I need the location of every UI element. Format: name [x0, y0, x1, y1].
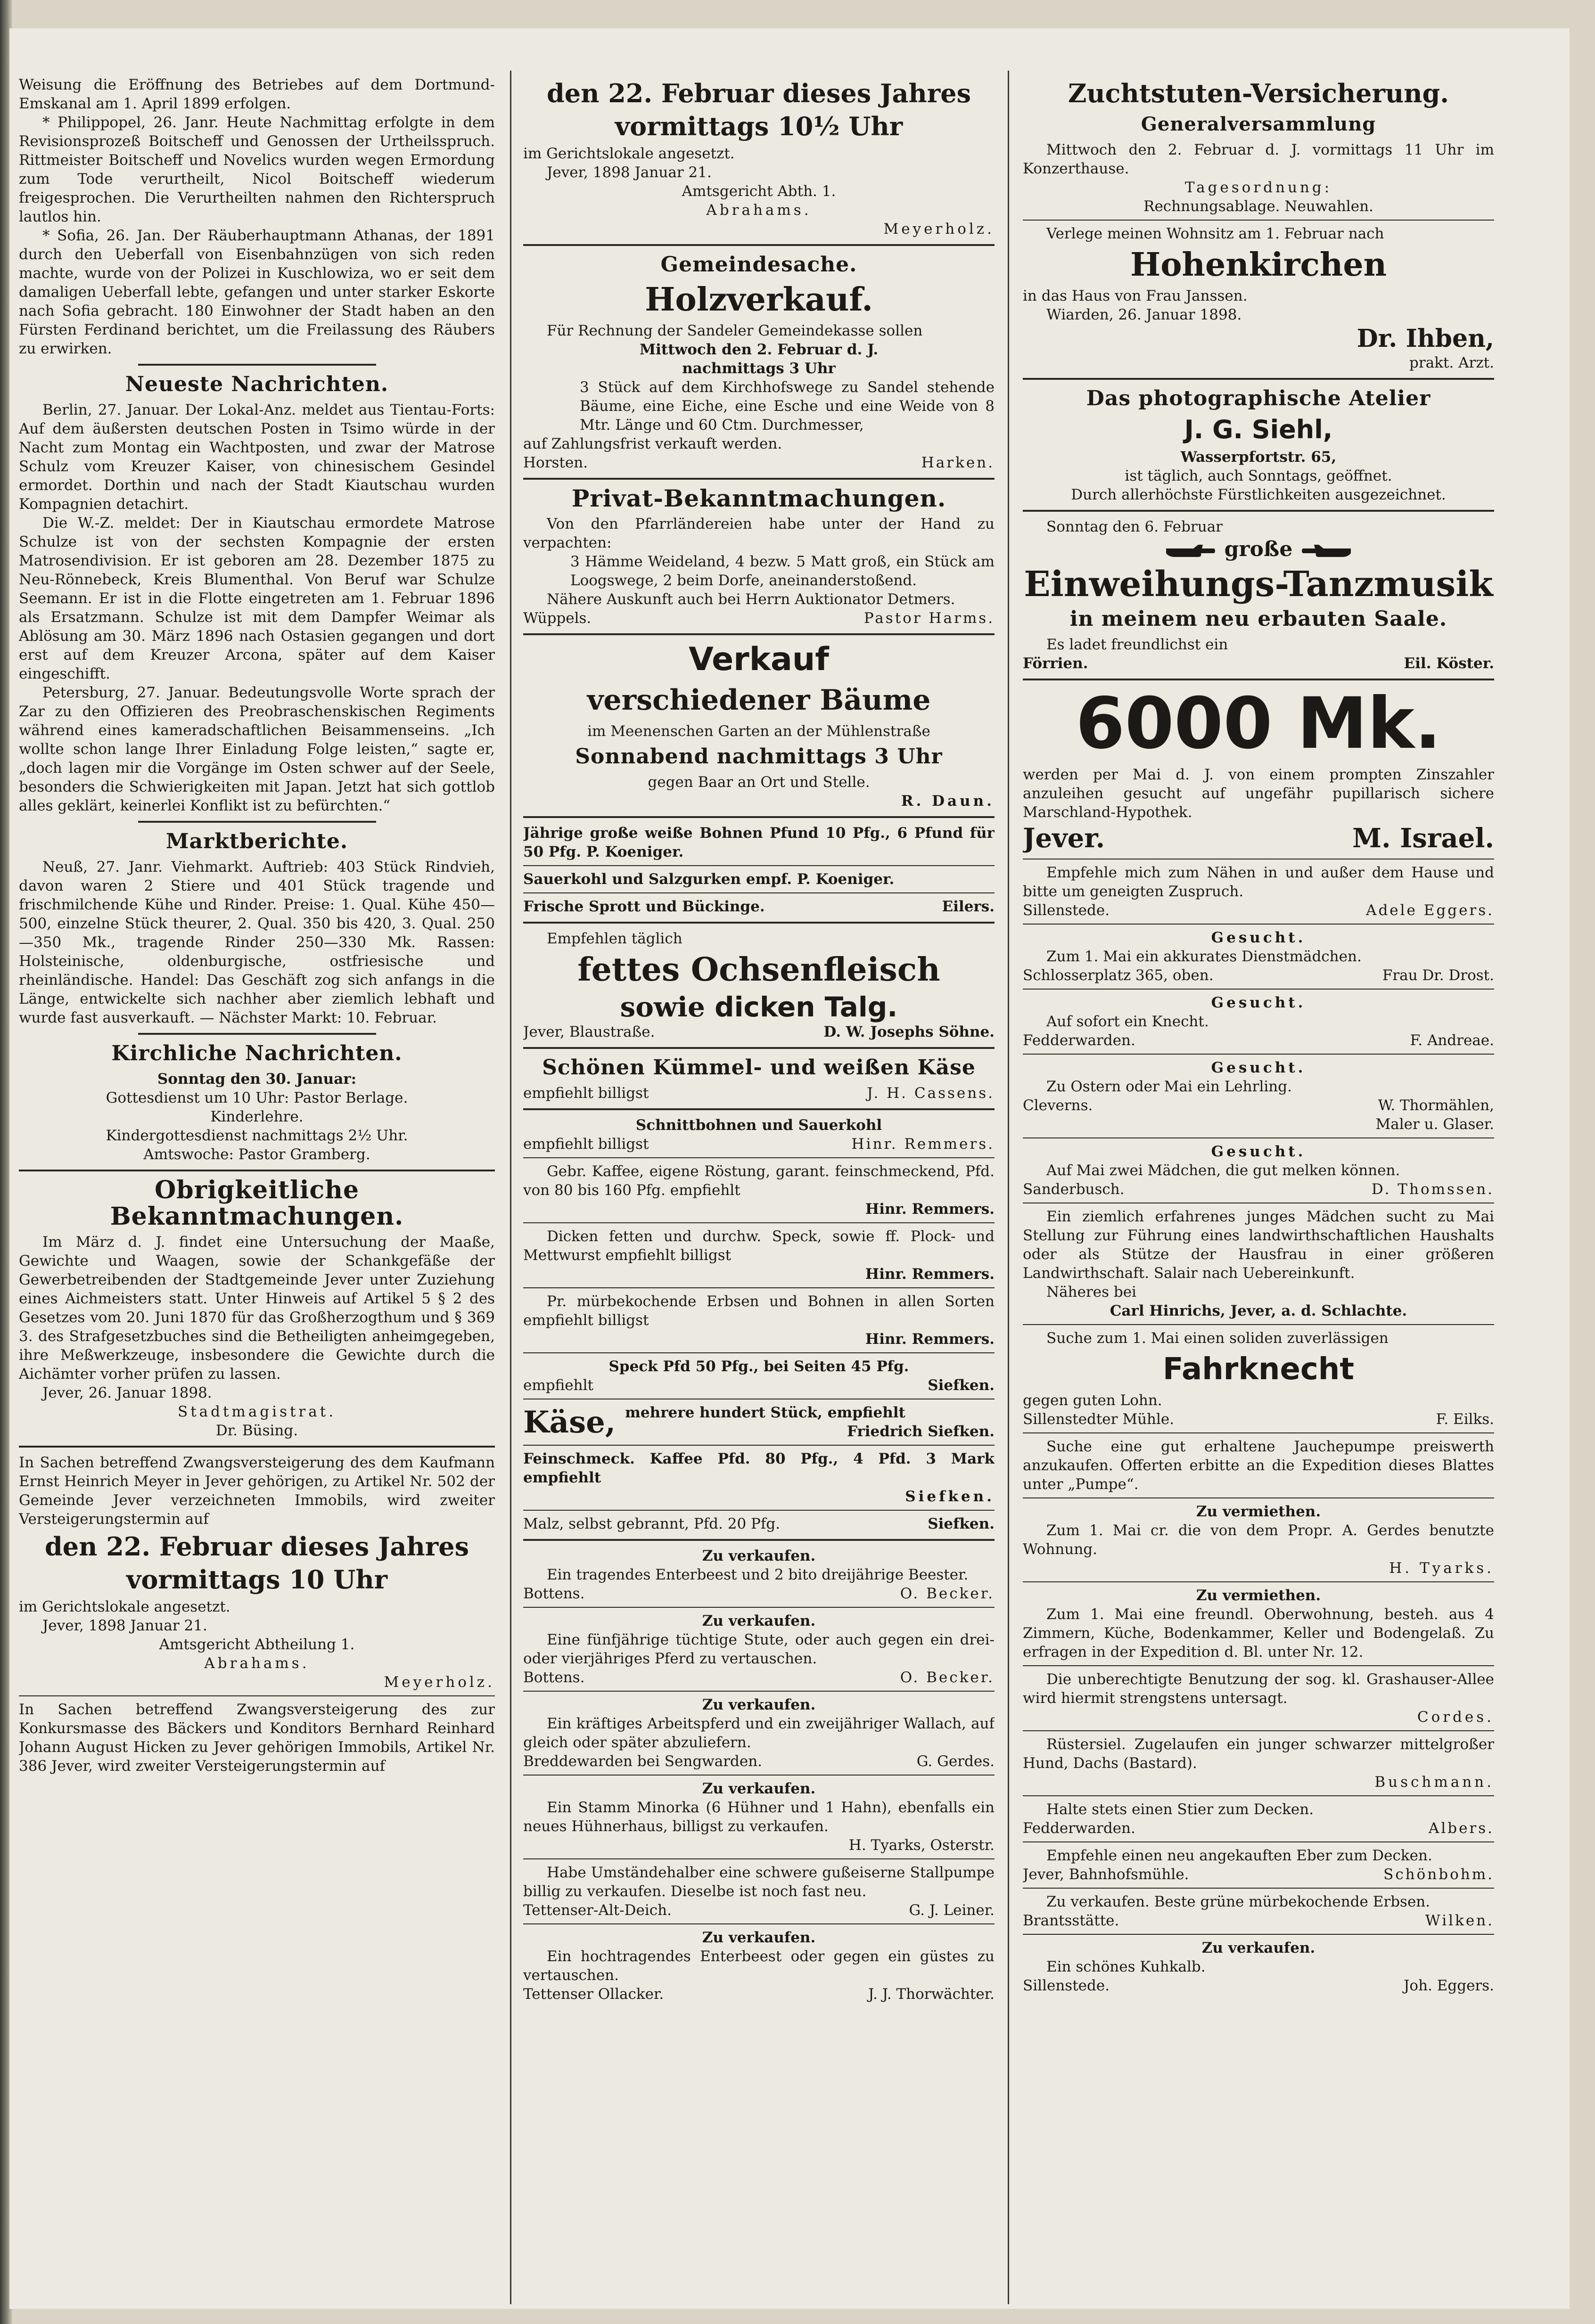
ad-signature: Siefken. [928, 1377, 995, 1394]
ad-name: J. G. Siehl, [1184, 415, 1333, 444]
church-line: Gottesdienst um 10 Uhr: Pastor Berlage. [106, 1089, 408, 1106]
court-time: vormittags 10 Uhr [126, 1564, 388, 1595]
ad-text: Habe Umständehalber eine schwere gußeiserne Stallpumpe billig zu verkaufen. Dieselbe ist noch fast neu. [523, 1864, 995, 1900]
divider [523, 1923, 995, 1924]
divider [523, 1108, 995, 1110]
ad-title: Das photographische Atelier [1086, 386, 1431, 410]
ad-text: Empfehle mich zum Nähen in und außer dem Hause und bitte um geneigten Zuspruch. [1023, 864, 1494, 900]
column-rule [510, 71, 511, 2304]
ad-place: Wüppels. [523, 610, 592, 627]
ad-highlight: große [1224, 537, 1293, 561]
ad-text: Die unberechtigte Benutzung der sog. kl. Grashauser-Allee wird hiermit strengstens untersagt. [1023, 1671, 1494, 1707]
divider [523, 1352, 995, 1353]
ad-subtitle: in meinem neu erbauten Saale. [1069, 607, 1447, 631]
ad-time: nachmittags 3 Uhr [682, 360, 836, 377]
notice-signature: Stadtmagistrat. [177, 1403, 337, 1420]
ad-signature: Dr. Ihben, [1357, 324, 1494, 353]
ad-title: Gesucht. [1211, 1059, 1306, 1076]
section-title: Privat-Bekanntmachungen. [571, 484, 946, 512]
ad-title: Käse, [523, 1404, 616, 1440]
divider [523, 633, 995, 635]
divider [19, 1170, 495, 1171]
pointing-hand-icon [1300, 543, 1352, 559]
ad-text: Suche zum 1. Mai einen soliden zuverlässigen [1046, 1330, 1389, 1347]
ad-signature: Joh. Eggers. [1403, 1977, 1494, 1994]
column-left [19, 75, 495, 2304]
column-middle [523, 75, 995, 2304]
court-judge: Abrahams. [204, 1655, 310, 1672]
ad-signature: Siefken. [928, 1515, 995, 1532]
court-notice-text: In Sachen betreffend Zwangsversteigerung des zur Konkursmasse des Bäckers und Konditors Bernhard Reinhard Johann August Hicken zu Jever gehörigen Immobils, Artikel Nr. 386 Jever, wird zweiter Versteigerungstermin auf [19, 1701, 495, 1775]
ad-signature: Pastor Harms. [863, 610, 995, 627]
ad-text: Gebr. Kaffee, eigene Röstung, garant. feinschmeckend, Pfd. von 80 bis 160 Pfg. empfiehlt [523, 1163, 995, 1199]
article-wz: Die W.-Z. meldet: Der in Kiautschau ermordete Matrose Schulze ist von der sechsten Kompagnie der ersten Matrosendivision. Er ist geboren am 28. Dezember 1875 zu Neu-Rönnebeck, Kreis Blumenthal. Von Beruf war Schulze Seemann. Er ist in die Flotte eingetreten am 1. Februar 1896 als Ersatzmann. Schulze ist mit dem Dampfer Weimar als Ablösung am 30. März 1896 nach Ostasien gegangen und dort erst auf dem Kreuzer Arcona, später auf dem Kaiser eingeschifft. [19, 515, 495, 682]
ad-signature: Hinr. Remmers. [865, 1331, 995, 1348]
court-name: Amtsgericht Abth. 1. [682, 183, 836, 200]
newspaper-page [9, 28, 1570, 2309]
divider [1023, 989, 1494, 990]
ad-place: Bottens. [523, 1669, 585, 1686]
church-line: Kinderlehre. [210, 1108, 304, 1125]
ad-text: Ein hochtragendes Enterbeest oder gegen ein güstes zu vertauschen. [523, 1948, 995, 1984]
ad-text: Malz, selbst gebrannt, Pfd. 20 Pfg. [523, 1515, 781, 1532]
divider [523, 865, 995, 866]
ad-text: Ein Stamm Minorka (6 Hühner und 1 Hahn), ebenfalls ein neues Hühnerhaus, billigst zu verkaufen. [523, 1799, 995, 1835]
agenda-items: Rechnungsablage. Neuwahlen. [1143, 198, 1373, 215]
divider [1023, 1665, 1494, 1666]
ad-place: Sillenstedter Mühle. [1023, 1411, 1175, 1428]
ad-signature: Harken. [921, 454, 995, 471]
section-title: Gemeindesache. [660, 253, 857, 277]
ad-title: Hohenkirchen [1130, 246, 1387, 284]
ad-signature: D. Thomssen. [1371, 1181, 1494, 1198]
ad-signature-title: Maler u. Glaser. [1375, 1116, 1494, 1133]
ad-title: Einweihungs-Tanzmusik [1024, 564, 1493, 605]
ad-text: Auf Mai zwei Mädchen, die gut melken können. [1046, 1162, 1400, 1179]
divider [523, 1691, 995, 1692]
divider [1023, 679, 1494, 680]
ad-place: Tettenser Ollacker. [523, 1986, 664, 2003]
ad-signature: Hinr. Remmers. [865, 1201, 995, 1218]
section-title: Kirchliche Nachrichten. [111, 1041, 403, 1065]
ad-text: Ein tragendes Enterbeest und 2 bito dreijährige Beester. [547, 1566, 969, 1583]
divider [138, 364, 376, 366]
divider [523, 1775, 995, 1776]
section-title: Neueste Nachrichten. [125, 372, 389, 396]
ad-text: Empfehle einen neu angekauften Eber zum Decken. [1046, 1847, 1432, 1864]
ad-text: Von den Pfarrländereien habe unter der Hand zu verpachten: [523, 516, 995, 551]
ad-signature: Adele Eggers. [1366, 902, 1494, 919]
ad-place: Jever, Blaustraße. [523, 1023, 655, 1040]
divider [1023, 1054, 1494, 1055]
ad-signature: J. H. Cassens. [867, 1085, 995, 1102]
ad-title: Verkauf [689, 641, 829, 678]
divider [1023, 924, 1494, 925]
ad-title: Gesucht. [1211, 1143, 1306, 1160]
ad-text: Nähere Auskunft auch bei Herrn Auktionator Detmers. [547, 591, 955, 608]
ad-signature: F. Eilks. [1436, 1411, 1494, 1428]
ad-title: Fahrknecht [1163, 1352, 1354, 1387]
ad-place: Fedderwarden. [1023, 1032, 1135, 1049]
notice-date: Jever, 26. Januar 1898. [42, 1384, 212, 1401]
divider [1023, 1934, 1494, 1935]
court-place: im Gerichtslokale angesetzt. [523, 145, 735, 162]
ad-text: mehrere hundert Stück, empfiehlt [625, 1404, 905, 1421]
ad-subtitle: verschiedener Bäume [587, 684, 931, 717]
ad-title: Zu verkaufen. [702, 1929, 816, 1946]
ad-signature: R. Daun. [901, 793, 995, 810]
divider [1023, 1888, 1494, 1889]
ad-text: Feinschmeck. Kaffee Pfd. 80 Pfg., 4 Pfd. 3 Mark empfiehlt [523, 1450, 995, 1486]
church-line: Amtswoche: Pastor Gramberg. [143, 1146, 370, 1163]
ad-text: Dicken fetten und durchw. Speck, sowie ff. Plock- und Mettwurst empfiehlt billigst [523, 1228, 995, 1264]
ad-signature: Schönbohm. [1383, 1866, 1494, 1883]
divider [523, 816, 995, 818]
divider [1023, 1137, 1494, 1138]
ad-title: Zu verkaufen. [1201, 1939, 1315, 1956]
ad-place: Jever, Bahnhofsmühle. [1023, 1866, 1189, 1883]
ad-text: auf Zahlungsfrist verkauft werden. [523, 435, 782, 452]
ad-text: Zum 1. Mai cr. die von dem Propr. A. Gerdes benutzte Wohnung. [1023, 1522, 1494, 1558]
ad-text: Zum 1. Mai eine freundl. Oberwohnung, besteh. aus 4 Zimmern, Küche, Bodenkammer, Keller und Bodengelaß. Zu erfragen in der Expedition d. Bl. unter Nr. 12. [1023, 1606, 1494, 1661]
ad-text: Eine fünfjährige tüchtige Stute, oder auch gegen ein drei- oder vierjähriges Pferd zu vertauschen. [523, 1631, 995, 1667]
ad-place: Breddewarden bei Sengwarden. [523, 1753, 763, 1770]
divider [523, 244, 995, 246]
ad-text: Jährige große weiße Bohnen Pfund 10 Pfg., 6 Pfund für 50 Pfg. P. Koeniger. [523, 825, 995, 860]
divider [1023, 1795, 1494, 1796]
article-berlin: Berlin, 27. Januar. Der Lokal-Anz. meldet aus Tientau-Forts: Auf dem äußersten deutschen Posten in Tsimo würde in der Nacht zum Montag ein Wachtposten, und zwar der Matrose Schulz vom Kreuzer Kaiser, von chinesischem Gesindel ermordet. Dorthin und nach der Stadt Kiautschau wurden Kompagnien detachirt. [19, 401, 495, 513]
ad-place: Fedderwarden. [1023, 1820, 1135, 1837]
ad-text: Zum 1. Mai ein akkurates Dienstmädchen. [1046, 948, 1362, 965]
ad-signature: Cordes. [1417, 1709, 1494, 1726]
church-sunday: Sonntag den 30. Januar: [157, 1071, 357, 1088]
divider [19, 1695, 495, 1696]
ad-signature: Eil. Köster. [1404, 655, 1494, 672]
ad-title: Schnittbohnen und Sauerkohl [635, 1117, 882, 1134]
ad-signature: Carl Hinrichs, Jever, a. d. Schlachte. [1110, 1302, 1407, 1319]
ad-title: Gesucht. [1211, 929, 1306, 946]
divider [1023, 1432, 1494, 1433]
ad-signature: M. Israel. [1352, 823, 1494, 854]
court-clerk: Meyerholz. [883, 221, 995, 237]
ad-text: Ein schönes Kuhkalb. [1046, 1958, 1206, 1975]
court-date: den 22. Februar dieses Jahres [45, 1531, 469, 1562]
pointing-hand-icon [1165, 543, 1217, 559]
court-place: im Gerichtslokale angesetzt. [19, 1598, 230, 1615]
ad-signature: D. W. Josephs Söhne. [823, 1023, 995, 1040]
court-dateline: Jever, 1898 Januar 21. [547, 164, 712, 181]
divider [523, 478, 995, 480]
ad-title: Zu verkaufen. [702, 1547, 816, 1564]
ad-place: Jever. [1023, 823, 1105, 854]
divider [523, 1539, 995, 1541]
ad-address: Wasserpfortstr. 65, [1180, 449, 1337, 466]
ad-text: Sonntag den 6. Februar [1046, 518, 1223, 535]
ad-place: Horsten. [523, 454, 588, 471]
ad-title: Zuchtstuten-Versicherung. [1068, 78, 1449, 108]
divider [1023, 1324, 1494, 1325]
ad-text: in das Haus von Frau Janssen. [1023, 287, 1248, 304]
ad-text: Zu Ostern oder Mai ein Lehrling. [1046, 1078, 1292, 1095]
ad-text: gegen Baar an Ort und Stelle. [648, 774, 870, 791]
ad-place: Tettenser-Alt-Deich. [523, 1902, 672, 1919]
ad-title: Zu verkaufen. [702, 1696, 816, 1713]
ad-text: 3 Stück auf dem Kirchhofswege zu Sandel stehende Bäume, eine Eiche, eine Esche und eine Weide von 8 Mtr. Länge und 60 Ctm. Durchmesser, [580, 379, 995, 434]
ad-signature: H. Tyarks. [1389, 1560, 1494, 1577]
ad-text: 3 Hämme Weideland, 4 bezw. 5 Matt groß, ein Stück am Loogswege, 2 beim Dorfe, aneinanderstoßend. [570, 553, 995, 589]
ad-text: Mittwoch den 2. Februar d. J. vormittags 11 Uhr im Konzerthause. [1023, 141, 1494, 177]
court-clerk: Meyerholz. [384, 1674, 495, 1691]
ad-place: Bottens. [523, 1585, 585, 1602]
ad-subtitle: Generalversammlung [1141, 113, 1376, 135]
divider [19, 1446, 495, 1448]
court-time: vormittags 10½ Uhr [615, 111, 903, 141]
column-right [1023, 75, 1494, 2304]
section-title: Obrigkeitliche Bekanntmachungen. [110, 1176, 404, 1231]
ad-text: gegen guten Lohn. [1023, 1392, 1162, 1409]
ad-signature: H. Tyarks, Osterstr. [848, 1837, 995, 1854]
divider [138, 1033, 376, 1035]
ad-text: empfiehlt billigst [523, 1136, 649, 1153]
court-judge: Abrahams. [706, 202, 812, 219]
divider [523, 1287, 995, 1288]
ad-title: Schönen Kümmel- und weißen Käse [542, 1056, 976, 1080]
ad-title: Zu verkaufen. [702, 1612, 816, 1629]
ad-signature: Hinr. Remmers. [865, 1266, 995, 1283]
ad-signature: F. Andreae. [1410, 1032, 1494, 1049]
ad-signature: Wilken. [1425, 1912, 1494, 1929]
divider [1023, 1581, 1494, 1582]
ad-text: Auf sofort ein Knecht. [1046, 1013, 1209, 1030]
ad-signature: Frau Dr. Drost. [1382, 967, 1494, 984]
divider [523, 1510, 995, 1511]
ad-title: fettes Ochsenfleisch [577, 951, 940, 989]
ad-signature: Friedrich Siefken. [847, 1423, 995, 1440]
ad-signature: O. Becker. [900, 1669, 995, 1686]
ad-place: Brantsstätte. [1023, 1912, 1119, 1929]
ad-title: 6000 Mk. [1076, 683, 1441, 765]
ad-text: Durch allerhöchste Fürstlichkeiten ausgezeichnet. [1071, 486, 1446, 503]
notice-text: Im März d. J. findet eine Untersuchung der Maaße, Gewichte und Waagen, sowie der Schankgefäße der Gewerbetreibenden der Stadtgemeinde Jever unter Zuziehung eines Aichmeisters statt. Unter Hinweis auf Artikel 5 § 2 des Gesetzes vom 20. Juni 1870 für das Großherzogthum und § 369 3. des Strafgesetzbuches sind die Betheiligten anheimgegeben, ihre Meßwerkzeuge, insbesondere die Gewichte durch die Aichämter vorher prüfen zu lassen. [19, 1234, 495, 1383]
divider [1023, 378, 1494, 380]
divider [1023, 510, 1494, 512]
divider [523, 892, 995, 893]
divider [523, 1607, 995, 1608]
ad-signature: Hinr. Remmers. [851, 1136, 995, 1153]
ad-text: Zu verkaufen. Beste grüne mürbekochende Erbsen. [1046, 1893, 1431, 1910]
ad-text: empfiehlt billigst [523, 1085, 649, 1102]
ad-signature-title: prakt. Arzt. [1409, 354, 1494, 371]
article-petersburg: Petersburg, 27. Januar. Bedeutungsvolle Worte sprach der Zar zu den Offizieren des Preobraschenskischen Regiments während eines kameradschaftlichen Beisammenseins. „Ich wollte schon lange Ihrer Einladung Folge leisten,“ sagte er, „doch lagen mir die Vorgänge im Osten schwer auf der Seele, besonders die Schwierigkeiten mit Japan. Jetzt hat sich gottlob alles geklärt, keinerlei Konflikt ist zu befürchten.“ [19, 684, 495, 814]
ad-title: Zu vermiethen. [1196, 1587, 1321, 1604]
article-philippopel: * Philippopel, 26. Janr. Heute Nachmittag erfolgte in dem Revisionsprozeß Boitscheff und Genossen der Urtheilsspruch. Rittmeister Boitscheff und Novelics wurden wegen Ermordung zum Tode verurtheilt, Nicol Boitscheff wiederum freigesprochen. Die Verurtheilten nahmen den Richterspruch lautlos hin. [19, 114, 495, 225]
ad-text: werden per Mai d. J. von einem prompten Zinszahler anzuleihen gesucht auf ungefähr pupillarisch sichere Marschland-Hypothek. [1023, 766, 1494, 821]
divider [523, 1222, 995, 1223]
ad-place: Sillenstede. [1023, 902, 1110, 919]
ad-signature: Siefken. [905, 1488, 995, 1505]
ad-place: Sillenstede. [1023, 1977, 1110, 1994]
ad-text: Rüstersiel. Zugelaufen ein junger schwarzer mittelgroßer Hund, Dachs (Bastard). [1023, 1736, 1494, 1772]
court-date: den 22. Februar dieses Jahres [547, 78, 971, 108]
divider [1023, 1730, 1494, 1731]
ad-dateline: Wiarden, 26. Januar 1898. [1046, 306, 1242, 323]
ad-text: Halte stets einen Stier zum Decken. [1046, 1801, 1314, 1818]
notice-signature: Dr. Büsing. [215, 1422, 298, 1439]
ad-subtitle-b: dicken Talg. [715, 991, 898, 1023]
ad-text: Ein ziemlich erfahrenes junges Mädchen sucht zu Mai Stellung zur Führung eines landwirthschaftlichen Haushalts oder als Stütze der Hausfrau in einer größeren Landwirthschaft. Salair nach Uebereinkunft. [1023, 1208, 1494, 1282]
ad-text: Verlege meinen Wohnsitz am 1. Februar nach [1046, 225, 1384, 242]
article-neuss: Neuß, 27. Janr. Viehmarkt. Auftrieb: 403 Stück Rindvieh, davon waren 2 Stiere und 401 Stück tragende und frischmilchende Kühe und Rinder. Preise: 1. Qual. Kühe 450—500, einzelne Stück theurer, 2. Qual. 350 bis 420, 3. Qual. 250—350 Mk., tragende Rinder 250—330 Mk. Rassen: Holsteinische, oldenburgische, ostfriesische und rheinländische. Handel: Das Geschäft zog sich anfangs in die Länge, entwickelte sich nachher aber ziemlich lebhaft und wurde fast ausverkauft. — Nächster Markt: 10. Februar. [19, 859, 495, 1026]
ad-title: Zu verkaufen. [702, 1780, 816, 1797]
ad-date: Mittwoch den 2. Februar d. J. [639, 341, 879, 358]
ad-text: Pr. mürbekochende Erbsen und Bohnen in allen Sorten empfiehlt billigst [523, 1293, 995, 1329]
ad-text: Näheres bei [1046, 1284, 1136, 1301]
divider [523, 1157, 995, 1158]
court-dateline: Jever, 1898 Januar 21. [42, 1617, 207, 1634]
ad-title: Gesucht. [1211, 994, 1306, 1011]
ad-title: Zu vermiethen. [1196, 1503, 1321, 1520]
divider [523, 1858, 995, 1859]
ad-subtitle-a: sowie [620, 991, 705, 1023]
article-sofia: * Sofia, 26. Jan. Der Räuberhauptmann Athanas, der 1891 durch den Ueberfall von Eisenbahnzügen von sich reden machte, wurde von der Polizei in Kuschlowiza, wo er seit dem damaligen Ueberfall lebte, gefangen und unter starker Eskorte nach Sofia gebracht. 180 Einwohner der Stadt haben an den Fürsten Ferdinand berichtet, um die Freilassung des Räubers zu erwirken. [19, 227, 495, 357]
divider [523, 922, 995, 924]
court-notice-text: In Sachen betreffend Zwangsversteigerung des dem Kaufmann Ernst Heinrich Meyer in Jever gehörigen, zu Artikel Nr. 502 der Gemeinde Jever verzeichneten Immobils, wird zweiter Versteigerungstermin auf [19, 1454, 495, 1528]
ad-text: Ein kräftiges Arbeitspferd und ein zweijähriger Wallach, auf gleich oder später abzuliefern. [523, 1715, 995, 1751]
ad-text: Für Rechnung der Sandeler Gemeindekasse sollen [547, 322, 923, 339]
ad-place: Cleverns. [1023, 1097, 1093, 1114]
ad-place: Sanderbusch. [1023, 1181, 1125, 1198]
divider [523, 1445, 995, 1446]
ad-title: Holzverkauf. [645, 281, 873, 319]
court-name: Amtsgericht Abtheilung 1. [159, 1636, 355, 1653]
article-text: Weisung die Eröffnung des Betriebes auf dem Dortmund-Emskanal am 1. April 1899 erfolgen. [19, 76, 495, 112]
divider [138, 821, 376, 823]
ad-place: Förrien. [1023, 655, 1088, 672]
ad-text: Sauerkohl und Salzgurken empf. P. Koeniger. [523, 871, 895, 888]
ad-signature: Albers. [1428, 1820, 1494, 1837]
ad-text: im Meenenschen Garten an der Mühlenstraße [587, 723, 930, 740]
section-title: Marktberichte. [165, 829, 348, 853]
divider [523, 1047, 995, 1049]
column-rule [1008, 71, 1009, 2304]
ad-signature: J. J. Thorwächter. [868, 1986, 995, 2003]
divider [1023, 1841, 1494, 1842]
ad-text: ist täglich, auch Sonntags, geöffnet. [1125, 467, 1392, 484]
ad-signature: G. J. Leiner. [909, 1902, 995, 1919]
ad-signature: O. Becker. [900, 1585, 995, 1602]
ad-title: Speck Pfd 50 Pfg., bei Seiten 45 Pfg. [608, 1358, 909, 1375]
ad-text: Frische Sprott und Bückinge. [523, 898, 765, 915]
ad-text: Empfehlen täglich [547, 930, 682, 947]
ad-signature: W. Thormählen, [1378, 1097, 1494, 1114]
divider [1023, 220, 1494, 221]
ad-signature: G. Gerdes. [916, 1753, 995, 1770]
ad-signature: Eilers. [942, 898, 995, 915]
ad-text: Es ladet freundlichst ein [1046, 636, 1228, 653]
ad-date: Sonnabend nachmittags 3 Uhr [575, 745, 943, 769]
ad-text: Suche eine gut erhaltene Jauchepumpe preiswerth anzukaufen. Offerten erbitte an die Expedition dieses Blattes unter „Pumpe“. [1023, 1438, 1494, 1493]
ad-signature: Buschmann. [1374, 1774, 1494, 1791]
ad-text: empfiehlt [523, 1377, 593, 1394]
ad-place: Schlosserplatz 365, oben. [1023, 967, 1214, 984]
church-line: Kindergottesdienst nachmittags 2½ Uhr. [106, 1127, 408, 1144]
agenda-label: Tagesordnung: [1184, 179, 1332, 196]
